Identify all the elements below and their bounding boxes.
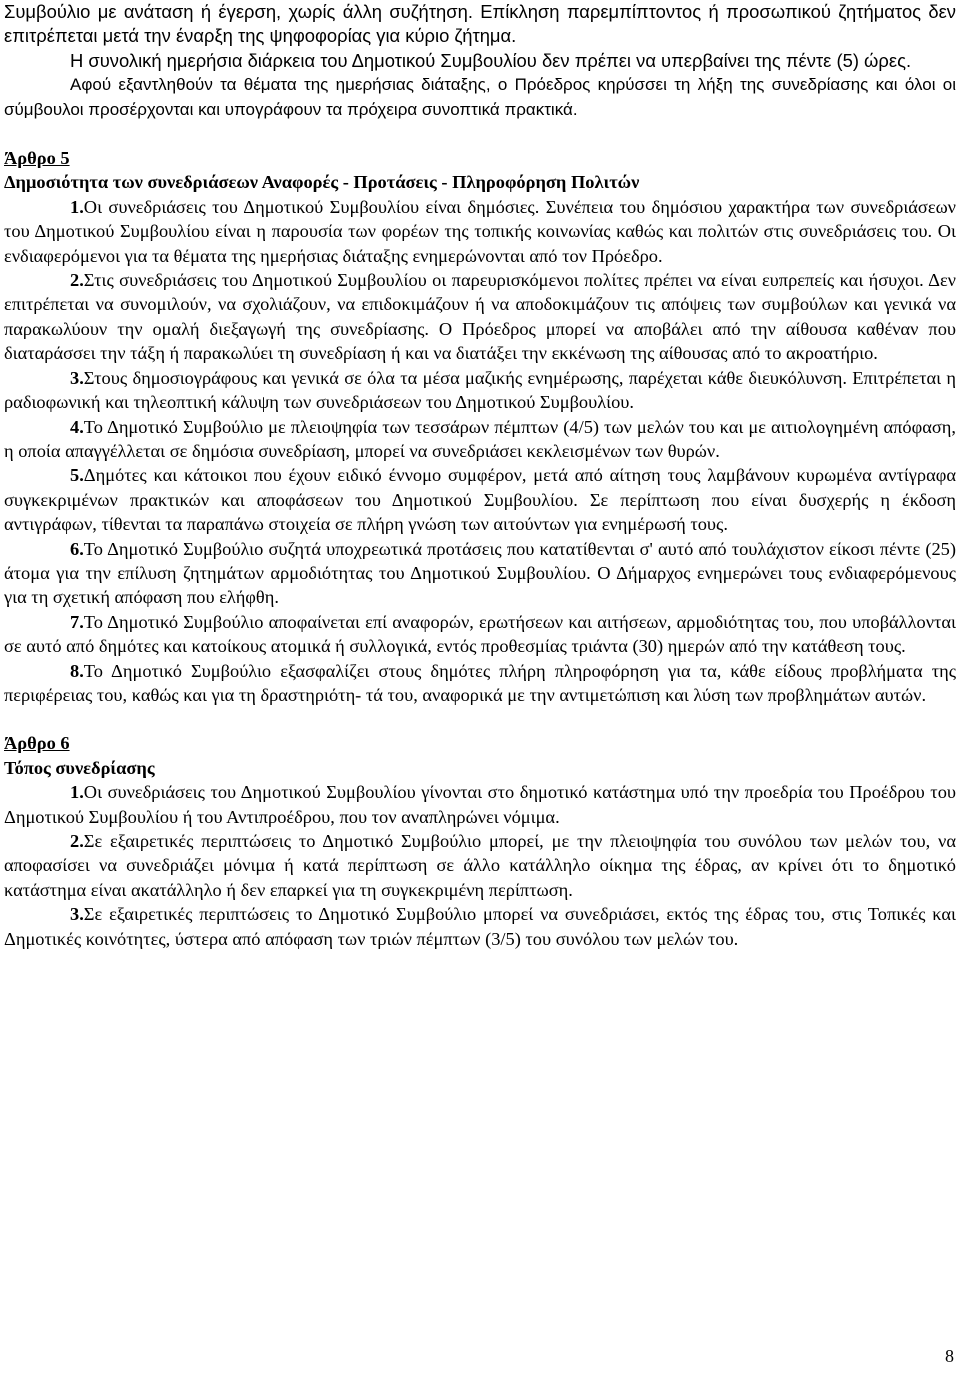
intro-paragraph-3: Αφού εξαντληθούν τα θέματα της ημερήσιας διάταξης, ο Πρόεδρος κηρύσσει τη λήξη της συνεδρίασης και όλοι οι σύμβουλοι προσέρχονται και υπογράφουν τα πρόχειρα συνοπτικά πρακτικά. — [4, 75, 956, 119]
article-5-item-2 — [4, 268, 956, 366]
item-number: 8. — [70, 660, 84, 681]
page-number: 8 — [945, 1346, 954, 1366]
article-5-subtitle: Δημοσιότητα των συνεδριάσεων Αναφορές - Προτάσεις - Πληροφόρηση Πολιτών — [4, 172, 640, 193]
item-text: Το Δημοτικό Συμβούλιο αποφαίνεται επί αναφορών, ερωτήσεων και αιτήσεων, αρμοδιότητας του, που υποβάλλονται σε αυτό από δημότες και κατοίκους ατομικά ή συλλογικά, εντός προθεσμίας τριάντα (30) ημερών από την κατάθεση τους. — [4, 611, 956, 657]
article-5-item-5 — [4, 463, 956, 536]
item-number: 1. — [70, 196, 84, 217]
item-text: Οι συνεδριάσεις του Δημοτικού Συμβουλίου γίνονται στο δημοτικό κατάστημα υπό την προεδρία του Προέδρου του Δημοτικού Συμβουλίου ή του Αντιπροέδρου, που τον αναπληρώνει νόμιμα. — [4, 782, 956, 827]
article-5-item-3 — [4, 366, 956, 415]
item-number: 2. — [70, 831, 84, 851]
intro-paragraph-2: Η συνολική ημερήσια διάρκεια του Δημοτικού Συμβουλίου δεν πρέπει να υπερβαίνει της πέντε (5) ώρες. — [70, 49, 912, 71]
article-5-title: Άρθρο 5 — [4, 148, 70, 169]
article-5-item-7 — [4, 610, 956, 659]
item-text: Στις συνεδριάσεις του Δημοτικού Συμβουλίου οι παρευρισκόμενοι πολίτες πρέπει να είναι ευπρεπείς και ήσυχοι. Δεν επιτρέπεται να συνομιλούν, να σχολιάζουν, να επιδοκιμάζουν ή να αποδοκιμάζουν τις απόψεις των συμβούλων και γενικά να παρακωλύουν την ομαλή διεξαγωγή της συνεδρίασης. Ο Πρόεδρος μπορεί να αποβάλει από την αίθουσα καθέναν που διαταράσσει την τάξη ή παρακωλύει τη συνεδρίαση ή και να διατάξει την εκκένωση της αίθουσας από το ακροατήριο. — [4, 270, 956, 364]
spacer — [4, 122, 956, 146]
article-6-item-2 — [4, 829, 956, 902]
item-number: 1. — [70, 782, 84, 803]
item-text: Σε εξαιρετικές περιπτώσεις το Δημοτικό Συμβούλιο μπορεί, με την πλειοψηφία του συνόλου των μελών του, να αποφασίσει να συνεδριάζει μόνιμα ή κατά περίπτωση σε άλλο κατάλληλο οίκημα της έδρας, αν κρίνει ότι το δημοτικό κατάστημα είναι ακατάλληλο ή δεν επαρκεί για τη συγκεκριμένη περίπτωση. — [4, 831, 956, 900]
item-text: Στους δημοσιογράφους και γενικά σε όλα τα μέσα μαζικής ενημέρωσης, παρέχεται κάθε διευκόλυνση. Επιτρέπεται η ραδιοφωνική και τηλεοπτική κάλυψη των συνεδριάσεων του Δημοτικού Συμβουλίου. — [4, 367, 956, 413]
item-text: Το Δημοτικό Συμβούλιο εξασφαλίζει στους δημότες πλήρη πληροφόρηση για τα, κάθε είδους προβλήματα της περιφέρειας του, καθώς και για τη δραστηριότη- τά του, αναφορικά με την αντιμετώπιση και λύση των προβλημάτων αυτών. — [4, 660, 956, 705]
article-6-subtitle: Τόπος συνεδρίασης — [4, 757, 155, 778]
item-text: Δημότες και κάτοικοι που έχουν ειδικό έννομο συμφέρον, μετά από αίτηση τους λαμβάνουν κυρωμένα αντίγραφα συγκεκριμένων πρακτικών και αποφάσεων του Δημοτικού Συμβουλίου. Σε περίπτωση που είναι δυσχερής η έκδοση αντιγράφων, τίθενται τα παραπάνω στοιχεία σε πλήρη γνώση των αιτούντων για ενημέρωσή τους. — [4, 465, 956, 535]
item-text: Το Δημοτικό Συμβούλιο με πλειοψηφία των τεσσάρων πέμπτων (4/5) των μελών του και με αιτιολογημένη απόφαση, η οποία απαγγέλλεται σε δημόσια συνεδρίαση, μπορεί να συνεδριάσει κεκλεισμένων των θυρών. — [4, 416, 956, 461]
item-number: 4. — [70, 416, 84, 437]
item-text: Το Δημοτικό Συμβούλιο συζητά υποχρεωτικά προτάσεις που κατατίθενται σ' αυτό από τουλάχιστον είκοσι πέντε (25) άτομα για την επίλυση ζητημάτων αρμοδιότητας του Δημοτικού Συμβουλίου. Ο Δήμαρχος ενημερώνει τους ενδιαφερόμενους για τη σχετική απόφαση που ελήφθη. — [4, 538, 956, 608]
item-number: 3. — [70, 367, 84, 388]
article-5-item-1 — [4, 195, 956, 268]
article-6-title: Άρθρο 6 — [4, 733, 70, 754]
item-number: 7. — [70, 611, 84, 632]
item-number: 6. — [70, 538, 84, 559]
item-text: Σε εξαιρετικές περιπτώσεις το Δημοτικό Συμβούλιο μπορεί να συνεδριάσει, εκτός της έδρας του, στις Τοπικές και Δημοτικές κοινότητες, ύστερα από απόφαση των τριών πέμπτων (3/5) του συνόλου των μελών του. — [4, 904, 956, 949]
article-5-item-6 — [4, 537, 956, 610]
item-text: Οι συνεδριάσεις του Δημοτικού Συμβουλίου είναι δημόσιες. Συνέπεια του δημόσιου χαρακτήρα των συνεδριάσεων του Δημοτικού Συμβουλίου είναι η παρουσία των φορέων της τοπικής κοινωνίας καθώς και πολιτών στις συνεδριάσεις του. Οι ενδιαφερόμενοι για τα θέματα της ημερήσιας διάταξης ενημερώνονται από τον Πρόεδρο. — [4, 196, 956, 266]
article-5-item-4 — [4, 415, 956, 464]
article-5-item-8 — [4, 659, 956, 708]
item-number: 3. — [70, 904, 84, 925]
item-number: 5. — [70, 465, 84, 486]
article-6-item-3 — [4, 902, 956, 951]
spacer — [4, 707, 956, 731]
article-6-item-1 — [4, 780, 956, 829]
item-number: 2. — [70, 270, 84, 291]
intro-paragraph-1: Συμβούλιο με ανάταση ή έγερση, χωρίς άλλη συζήτηση. Επίκληση παρεμπίπτοντος ή προσωπικού ζητήματος δεν επιτρέπεται μετά την έναρξη της ψηφοφορίας για κύριο ζήτημα. — [4, 1, 956, 47]
